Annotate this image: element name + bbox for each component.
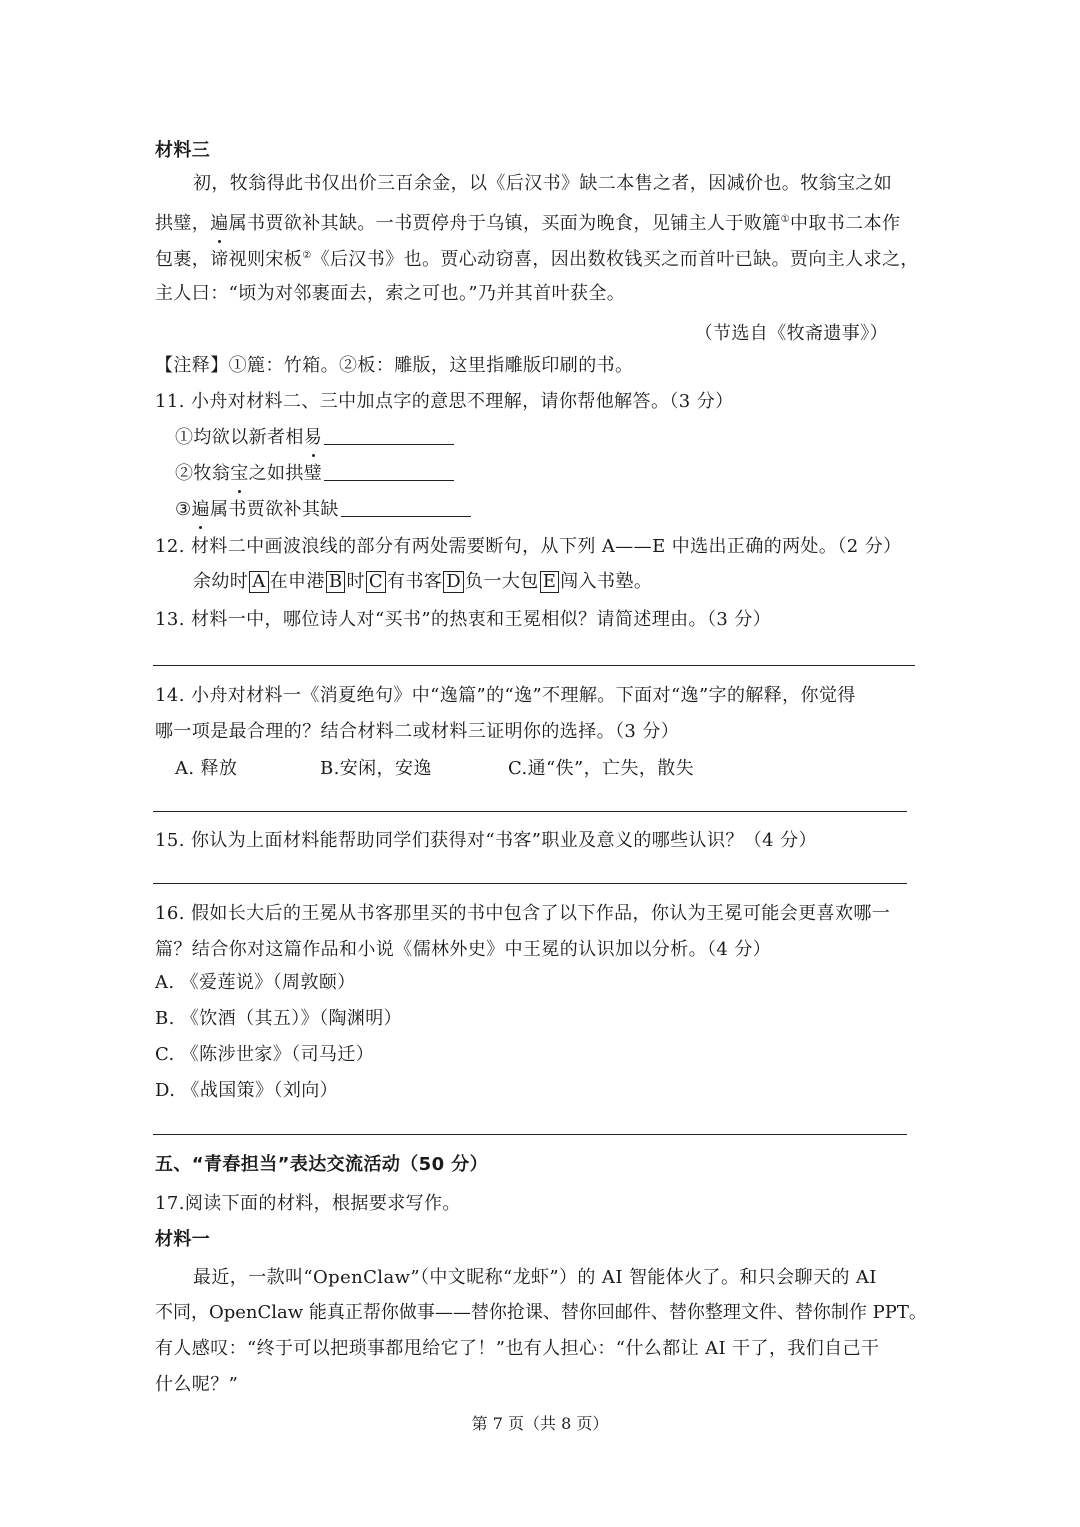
footnote-marker: ① xyxy=(780,214,790,225)
q16-stem-line-1: 16. 假如长大后的王冕从书客那里买的书中包含了以下作品，你认为王冕可能会更喜欢哪一 xyxy=(155,903,891,924)
text-segment: 《后汉书》也。贾心动窃喜，因出数枚钱买之而首叶已缺。贾向主人求之， xyxy=(311,249,919,270)
q11-stem: 11. 小舟对材料二、三中加点字的意思不理解，请你帮他解答。（3 分） xyxy=(155,391,734,412)
q17-line-4: 什么呢？” xyxy=(155,1374,239,1395)
q14-stem-line-2: 哪一项是最合理的？结合材料二或材料三证明你的选择。（3 分） xyxy=(155,721,680,742)
q11-item-3 xyxy=(175,498,471,522)
q17-line-1: 最近，一款叫“OpenClaw”（中文昵称“龙虾”）的 AI 智能体火了。和只会聊天的 AI xyxy=(193,1267,877,1288)
dotted-char: 宝 xyxy=(230,463,249,484)
text-segment: 时 xyxy=(346,571,365,592)
text-segment: ②牧翁 xyxy=(175,463,231,484)
text-segment: 之如拱璧 xyxy=(248,463,323,484)
q17-line-3: 有人感叹：“终于可以把琐事都甩给它了！”也有人担心：“什么都让 AI 干了，我们自己干 xyxy=(155,1338,880,1359)
break-option-d[interactable]: D xyxy=(443,571,464,593)
text-segment: 中取书二本作 xyxy=(789,213,901,234)
text-segment: ①均欲以新者相 xyxy=(175,427,304,448)
text-segment: 包裹，谛视则宋板 xyxy=(155,249,303,270)
q13-answer-line[interactable] xyxy=(153,665,915,666)
text-segment: 拱璧， xyxy=(155,213,211,234)
q16-answer-line[interactable] xyxy=(153,1134,907,1135)
dotted-char: 遍 xyxy=(210,213,229,234)
material3-notes: 【注释】①簏：竹箱。②板：雕版，这里指雕版印刷的书。 xyxy=(155,355,634,376)
q16-option-c: C. 《陈涉世家》（司马迁） xyxy=(155,1044,375,1065)
q16-stem-line-2: 篇？结合你对这篇作品和小说《儒林外史》中王冕的认识加以分析。（4 分） xyxy=(155,939,772,960)
q14-option-b: B.安闲，安逸 xyxy=(320,758,432,779)
text-segment: 余幼时 xyxy=(193,571,249,592)
q15-answer-line[interactable] xyxy=(153,883,907,884)
q13-stem: 13. 材料一中，哪位诗人对“买书”的热衷和王冕相似？请简述理由。（3 分） xyxy=(155,609,772,630)
material3-line-1: 初，牧翁得此书仅出价三百余金，以《后汉书》缺二本售之者，因减价也。牧翁宝之如 xyxy=(193,173,893,194)
q15-stem: 15. 你认为上面材料能帮助同学们获得对“书客”职业及意义的哪些认识？（4 分） xyxy=(155,830,817,851)
material3-line-4: 主人曰：“顷为对邻裹面去，索之可也。”乃并其首叶获全。 xyxy=(155,283,626,304)
q11-item-2 xyxy=(175,462,454,486)
text-segment: 在申港 xyxy=(269,571,325,592)
q14-option-a: A. 释放 xyxy=(175,758,238,779)
dotted-char: 遍 xyxy=(191,499,210,520)
footnote-marker: ② xyxy=(302,250,312,261)
material3-source: （节选自《牧斋遗事》） xyxy=(694,323,888,344)
q17-stem: 17.阅读下面的材料，根据要求写作。 xyxy=(155,1193,461,1214)
text-segment: 属书贾欲补其缺。一书贾停舟于乌镇，买面为晚食，见铺主人于败簏 xyxy=(228,213,781,234)
q17-line-2: 不同，OpenClaw 能真正帮你做事——替你抢课、替你回邮件、替你整理文件、替你制作 PPT。 xyxy=(155,1302,927,1323)
text-segment: ③ xyxy=(175,499,192,520)
q16-option-d: D. 《战国策》（刘向） xyxy=(155,1080,339,1101)
q14-option-c: C.通“佚”，亡失，散失 xyxy=(508,758,695,779)
q14-answer-line[interactable] xyxy=(153,811,907,812)
break-option-a[interactable]: A xyxy=(249,571,268,593)
break-option-b[interactable]: B xyxy=(326,571,346,593)
answer-blank[interactable] xyxy=(341,498,471,517)
text-segment: 属书贾欲补其缺 xyxy=(209,499,339,520)
q16-option-a: A. 《爱莲说》（周敦颐） xyxy=(155,972,356,993)
section5-title: 五、“青春担当”表达交流活动（50 分） xyxy=(155,1154,488,1175)
answer-blank[interactable] xyxy=(324,426,454,445)
text-segment: 有书客 xyxy=(387,571,443,592)
material3-line-3 xyxy=(155,244,919,272)
break-option-e[interactable]: E xyxy=(540,571,560,593)
material3-line-2 xyxy=(155,208,900,236)
q12-sentence xyxy=(193,570,652,594)
material3-heading: 材料三 xyxy=(155,140,211,161)
break-option-c[interactable]: C xyxy=(366,571,386,593)
dotted-char: 易 xyxy=(303,427,323,448)
q11-item-1 xyxy=(175,426,454,450)
page-footer: 第 7 页（共 8 页） xyxy=(471,1414,609,1433)
q16-option-b: B. 《饮酒（其五）》（陶渊明） xyxy=(155,1008,403,1029)
answer-blank[interactable] xyxy=(324,462,454,481)
text-segment: 负一大包 xyxy=(465,571,539,592)
q17-material-heading: 材料一 xyxy=(155,1229,211,1250)
q14-stem-line-1: 14. 小舟对材料一《消夏绝句》中“逸篇”的“逸”不理解。下面对“逸”字的解释，你觉得 xyxy=(155,685,856,706)
q12-stem: 12. 材料二中画波浪线的部分有两处需要断句，从下列 A——E 中选出正确的两处。（2 分） xyxy=(155,536,902,557)
text-segment: 闯入书塾。 xyxy=(560,571,653,592)
